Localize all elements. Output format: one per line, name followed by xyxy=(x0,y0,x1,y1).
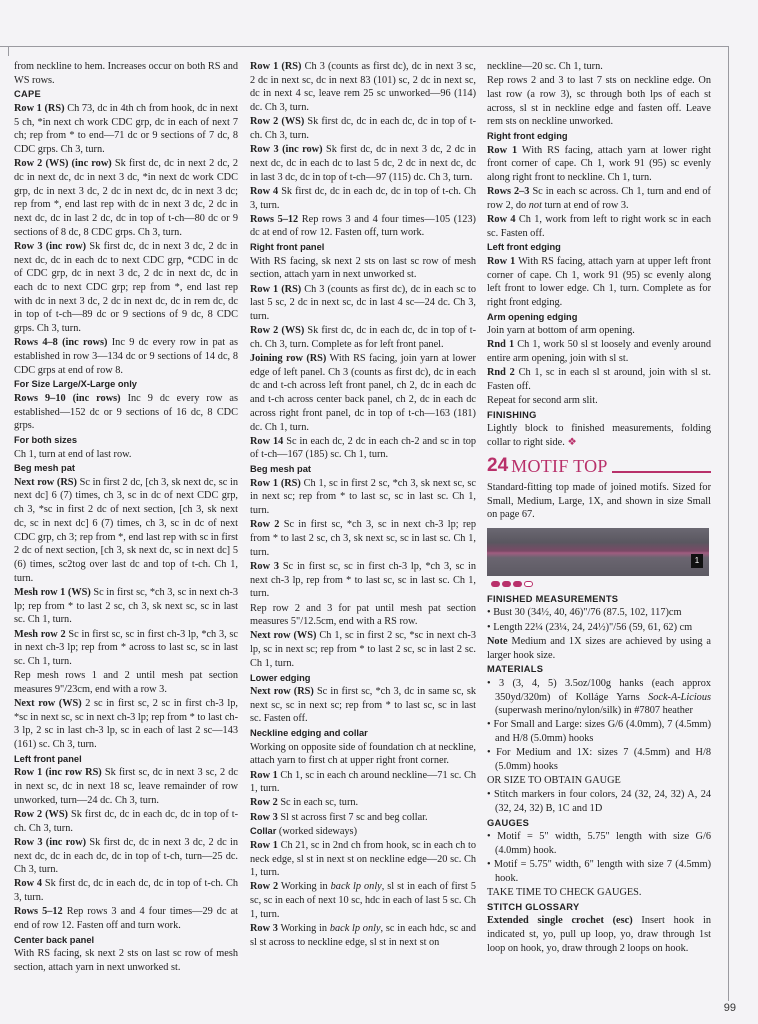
paragraph xyxy=(250,255,476,282)
paragraph xyxy=(14,476,238,586)
text-run: With RS facing, join yarn at lower edge of left panel. Ch 3 (counts as first dc), dc in each dc and t-ch across left front panel, ch 2, dc in each dc and t-ch across center back panel, ch 2, dc in each dc across right front panel, dc in top of t-ch—163 (181) dc. Ch 1, turn. xyxy=(250,353,476,433)
paragraph xyxy=(250,518,476,559)
text-run: Rep mesh rows 1 and 2 until mesh pat section measures 9"/23cm, end with a row 3. xyxy=(14,670,238,695)
section-heading xyxy=(487,593,711,607)
italic-text: Sock-A-Licious xyxy=(648,691,711,703)
text-run: Sc in first sc, sc in first ch-3 lp, *ch 3, sc in next ch-3 lp, rep from * to last sc, sc in last sc. Ch 1, turn. xyxy=(250,560,476,600)
paragraph xyxy=(487,255,711,310)
text-run: neckline—20 sc. Ch 1, turn. xyxy=(487,61,603,72)
row-label: Row 3 (inc row) xyxy=(14,240,87,252)
section-heading xyxy=(14,753,238,767)
text-run: from neckline to hem. Increases occur on both RS and WS rows. xyxy=(14,61,238,86)
bullet-item xyxy=(487,788,711,815)
text-run: Sk first dc, dc in each dc, dc in top of t-ch. Ch 3, turn. Complete as for left front panel. xyxy=(250,325,476,350)
section-heading xyxy=(250,727,476,741)
paragraph xyxy=(250,629,476,670)
bullet-icon: • xyxy=(487,859,494,871)
section-heading xyxy=(250,672,476,686)
crop-mark xyxy=(8,46,9,56)
text-run: OR SIZE TO OBTAIN GAUGE xyxy=(487,775,621,787)
paragraph xyxy=(250,741,476,768)
text-run: Medium and 1X sizes are achieved by using a larger hook size. xyxy=(487,635,711,661)
paragraph xyxy=(250,324,476,351)
text-run: Sc in first sc, sc in first ch-3 lp, *ch 3, sc in next ch-3 lp; rep from * across to last sc, sc in last sc. Ch 1, turn. xyxy=(14,628,238,667)
row-label: Row 1 xyxy=(250,769,278,781)
paragraph xyxy=(14,157,238,239)
text-run: With RS facing, sk next 2 sts on last sc row of mesh section, attach yarn in next unworked st. xyxy=(14,948,238,973)
row-label: Rows 5–12 xyxy=(14,906,63,918)
section-heading xyxy=(487,130,711,144)
text-run: Ch 1, sc in each ch around neckline—71 sc. Ch 1, turn. xyxy=(250,769,476,795)
text-run: Ch 3 (counts as first dc), dc in each sc to last 5 sc, 2 dc in next sc, dc in last 4 sc—24 dc. Ch 3, turn. xyxy=(250,283,476,322)
text-run: With RS facing, attach yarn at lower right front corner of cape. Ch 1, work 91 (95) sc evenly along right front to neckline. Ch 1, turn. xyxy=(487,144,711,183)
paragraph xyxy=(487,635,711,662)
row-label: Rows 9–10 (inc rows) xyxy=(14,392,121,404)
paragraph xyxy=(14,697,238,752)
bullet-item xyxy=(487,677,711,718)
bullet-item xyxy=(487,718,711,745)
paragraph xyxy=(487,422,711,449)
column-2 xyxy=(250,60,476,980)
paragraph xyxy=(250,115,476,142)
text-run: Sc in first sc, *ch 3, sc in next ch-3 lp; rep from * to last 2 sc, ch 3, sk next sc, sc in last sc. Ch 1, turn. xyxy=(14,586,238,626)
text-run: Sc in first sc, *ch 3, dc in same sc, sk next sc, sc in next sc; rep from * to last sc, sc in last sc. Fasten off. xyxy=(250,686,476,725)
text-run: Rep rows 3 and 4 four times—29 dc at end of row 12. Fasten off and turn work. xyxy=(14,906,238,932)
text-run: With RS facing, sk next 2 sts on last sc row of mesh section, attach yarn in next unworked st. xyxy=(250,255,476,281)
heading-text: Right front panel xyxy=(250,242,325,253)
paragraph xyxy=(14,766,238,807)
paragraph xyxy=(14,448,238,462)
text-run: Ch 1, sc in each sl st around, join with sl st. Fasten off. xyxy=(487,367,711,393)
text-run: Length 22¼ (23¼, 24, 24½)"/56 (59, 61, 62) cm xyxy=(493,621,693,633)
row-label: Row 2 xyxy=(250,519,280,531)
bullet-item xyxy=(487,746,711,773)
paragraph xyxy=(250,283,476,324)
bullet-item xyxy=(487,858,711,885)
section-heading xyxy=(487,241,711,255)
section-heading xyxy=(487,409,711,423)
section-heading xyxy=(14,434,238,448)
section-heading xyxy=(14,462,238,476)
paragraph xyxy=(250,811,476,825)
skill-dot xyxy=(502,581,511,587)
text-run: Ch 21, sc in 2nd ch from hook, sc in each ch to neck edge, sl st in next st on neckline edge—20 sc. Ch 1, turn. xyxy=(250,839,476,879)
heading-text: FINISHING xyxy=(487,409,537,420)
paragraph xyxy=(487,886,711,900)
text-run: Motif = 5" width, 5.75" length with size G/6 (4.0mm) hook. xyxy=(495,831,711,857)
section-heading xyxy=(487,901,711,915)
row-label: Extended single crochet (esc) xyxy=(487,915,633,927)
row-label: Rows 4–8 (inc rows) xyxy=(14,337,108,349)
heading-text: Neckline edging and collar xyxy=(250,728,368,739)
text-run: Rep rows 3 and 4 four times—105 (123) dc at end of row 12. Fasten off, turn work. xyxy=(250,213,476,239)
heading-text: MATERIALS xyxy=(487,664,544,675)
skill-dot xyxy=(513,581,522,587)
text-run: Sc in first 2 dc, [ch 3, sk next dc, sc in next dc] 6 (7) times, ch 3, sc in dc of next CDC grp, ch 3, *sc in first 2 dc of next section, [ch 3, sk next dc, sc in next dc] 6 (7) times, ch 3, sc in dc of next CDC grp, ch 3; rep from *, end last rep with sc in first 2 dc of next section, [ch 3, sk next dc, sc in next dc] 5 (6) times, sc2tog over last dc and top of t-ch. Ch 1, turn. xyxy=(14,476,238,584)
text-run: Working on opposite side of foundation ch at neckline, attach yarn to first ch at upper right front corner. xyxy=(250,741,476,767)
paragraph xyxy=(14,60,238,87)
text-run: Ch 73, dc in 4th ch from hook, dc in next 5 ch, *in next ch work CDC grp, dc in each of next 7 ch; rep from * to end—71 dc or 9 sections of 7 dc, 8 CDC grps. Ch 3, turn. xyxy=(14,102,238,156)
row-label: Next row (RS) xyxy=(250,686,314,698)
heading-text: STITCH GLOSSARY xyxy=(487,901,580,912)
paragraph xyxy=(250,60,476,115)
text-run: Sk first sc, dc in next 3 sc, 2 dc in next sc, dc in next 18 sc, leave remainder of row unworked, turn—24 dc. Ch 3, turn. xyxy=(14,767,238,806)
heading-text: CAPE xyxy=(14,89,42,100)
text-run: turn at end of row 3. xyxy=(541,199,629,211)
text-run: Sk first dc, dc in next 3 dc, 2 dc in next dc, dc in each dc, dc in top of t-ch, turn—25 dc. Ch 3, turn. xyxy=(14,836,238,876)
paragraph xyxy=(14,669,238,696)
text-run: Rep rows 2 and 3 to last 7 sts on neckline edge. On last row (a row 3), sc through both lps of each st across, sl st in neckline edge and fasten off. Leave rem sts on neckline unworked. xyxy=(487,75,711,128)
bullet-item xyxy=(487,830,711,857)
row-label: Row 1 (RS) xyxy=(250,283,302,295)
italic-text: back lp only xyxy=(329,923,381,935)
text-run: Insert hook in indicated st, yo, pull up loop, yo, draw through 1st loop on hook, yo, draw through 2 loops on hook. xyxy=(487,915,711,954)
heading-text: Collar xyxy=(250,826,277,837)
text-run: For Small and Large: sizes G/6 (4.0mm), 7 (4.5mm) and H/8 (5.0mm) hooks xyxy=(493,719,711,745)
paragraph xyxy=(14,240,238,336)
end-diamond-icon: ❖ xyxy=(564,437,577,449)
row-label: Row 3 xyxy=(250,923,278,935)
paragraph xyxy=(250,435,476,462)
text-run: With RS facing, attach yarn at upper left front corner of cape. Ch 1, work 91 (95) sc evenly along left front to lower edge. Ch 1, turn. Complete as for right front edging. xyxy=(487,255,711,309)
paragraph xyxy=(250,922,476,949)
paragraph xyxy=(250,143,476,184)
heading-text: Lower edging xyxy=(250,672,311,683)
heading-text: Left front edging xyxy=(487,242,561,253)
text-run: Ch 1, work from left to right work sc in each sc. Fasten off. xyxy=(487,214,711,239)
text-run: Sk first dc, dc in each dc, dc in top of t-ch. Ch 3, turn. xyxy=(14,878,238,904)
row-label: Row 3 xyxy=(250,811,278,823)
bullet-icon: • xyxy=(487,719,494,731)
section-heading xyxy=(487,817,711,831)
bullet-icon: • xyxy=(487,747,497,759)
text-run: Ch 3 (counts as first dc), dc in next 3 sc, 2 dc in next sc, dc in next 83 (101) sc, 2 dc in next sc, dc in next 4 sc, leave rem 25 sc unworked—96 (114) dc. Ch 3, turn. xyxy=(250,61,476,114)
heading-text: Beg mesh pat xyxy=(14,463,75,474)
text-run: 3 (3, 4, 5) 3.5oz/100g hanks (each approx 350yd/320m) of Kolláge Yarns xyxy=(495,677,711,703)
paragraph xyxy=(14,628,238,669)
text-run: , sl st in each of first 5 sc, sc in each of next 10 sc, hdc in each of last 5 sc. Ch 1, turn. xyxy=(250,881,476,920)
row-label: Row 4 xyxy=(250,185,279,197)
section-heading xyxy=(14,378,238,392)
row-label: Next row (RS) xyxy=(14,476,77,488)
heading-text: GAUGES xyxy=(487,817,530,828)
bullet-item xyxy=(487,621,711,635)
italic-text: back lp only xyxy=(330,881,382,893)
row-label: Row 1 xyxy=(487,144,518,156)
heading-text: Arm opening edging xyxy=(487,311,578,322)
pattern-photo xyxy=(487,528,709,576)
title-rule xyxy=(612,471,711,473)
paragraph xyxy=(250,769,476,796)
paragraph xyxy=(250,796,476,810)
row-label: Mesh row 1 (WS) xyxy=(14,586,91,598)
row-label: Row 1 (inc row RS) xyxy=(14,767,102,779)
text-run: Stitch markers in four colors, 24 (32, 24, 32) A, 24 (32, 24, 32) B, 1C and 1D xyxy=(494,789,711,815)
text-run: Sc in each dc, 2 dc in each ch-2 and sc in top of t-ch—167 (185) sc. Ch 1, turn. xyxy=(250,435,476,461)
row-label: Row 2 (WS) xyxy=(250,116,305,128)
row-label: Next row (WS) xyxy=(250,630,317,642)
heading-text: Right front edging xyxy=(487,131,568,142)
text-run: Sc in first sc, *ch 3, sc in next ch-3 lp; rep from * to last 2 sc, ch 3, sk next sc, sc in last sc. Ch 1, turn. xyxy=(250,519,476,558)
text-run: Sc in each sc, turn. xyxy=(277,797,359,809)
heading-text: Center back panel xyxy=(14,934,95,945)
paragraph xyxy=(250,477,476,518)
text-run: Ch 1, sc in first 2 sc, *sc in next ch-3 lp, sc in next sc; rep from * to last 2 sc, sc in last 2 sc. Ch 1, turn. xyxy=(250,630,476,669)
row-label: Row 4 xyxy=(14,878,43,890)
row-label: Row 14 xyxy=(250,435,284,447)
paragraph xyxy=(250,185,476,212)
paragraph xyxy=(250,685,476,726)
bullet-icon: • xyxy=(487,831,498,843)
row-label: Row 2 (WS) (inc row) xyxy=(14,158,112,170)
text-run: Ch 1, turn at end of last row. xyxy=(14,448,132,460)
text-run: (superwash merino/nylon/silk) in #7807 heather xyxy=(495,705,693,717)
text-run: Rep row 2 and 3 for pat until mesh pat section measures 5"/12.5cm, end with a RS row. xyxy=(250,602,476,628)
text-run: Inc 9 dc every row as established—152 dc or 9 sections of 16 dc, 8 CDC grps. xyxy=(14,392,238,432)
text-run: Repeat for second arm slit. xyxy=(487,395,598,407)
heading-text: For both sizes xyxy=(14,435,78,446)
text-run: Lightly block to finished measurements, folding collar to right side. xyxy=(487,423,711,449)
skill-level-indicator xyxy=(491,581,711,587)
row-label: Row 1 (RS) xyxy=(14,102,65,114)
paragraph xyxy=(250,352,476,434)
row-label: Row 3 (inc row) xyxy=(250,144,323,156)
paragraph xyxy=(487,394,711,408)
paragraph xyxy=(487,74,711,129)
section-heading xyxy=(250,825,476,839)
paragraph xyxy=(250,602,476,629)
paragraph xyxy=(487,914,711,955)
heading-text: Beg mesh pat xyxy=(250,464,311,475)
paragraph xyxy=(14,336,238,377)
bullet-icon: • xyxy=(487,677,499,689)
pattern-number: 24 xyxy=(487,454,509,476)
paragraph xyxy=(14,392,238,433)
row-label: Row 2 xyxy=(250,881,279,893)
row-label: Row 3 (inc row) xyxy=(14,836,87,848)
text-run: Sk first dc, dc in each dc, dc in top of t-ch. Ch 3, turn. xyxy=(14,808,238,834)
text-run: Bust 30 (34½, 40, 46)"/76 (87.5, 102, 117)cm xyxy=(493,607,682,619)
bullet-icon: • xyxy=(487,789,495,801)
skill-dot xyxy=(491,581,500,587)
paragraph xyxy=(14,877,238,904)
row-label: Note xyxy=(487,635,508,647)
section-heading xyxy=(487,663,711,677)
paragraph xyxy=(14,947,238,974)
bullet-item xyxy=(487,606,711,620)
text-run: Working in xyxy=(277,923,330,935)
text-run: Sk first dc, dc in each dc, dc in top of t-ch. Ch 3, turn. xyxy=(250,116,476,142)
pattern-intro: Standard-fitting top made of joined motifs. Sized for Small, Medium, Large, 1X, and shown in size Small on page 67. xyxy=(487,481,711,521)
paragraph xyxy=(487,774,711,788)
text-run: Sl st across first 7 sc and beg collar. xyxy=(277,811,428,823)
row-label: Next row (WS) xyxy=(14,698,82,710)
heading-note: (worked sideways) xyxy=(276,826,357,838)
text-run: , sc in each hdc, sc and sl st across to neckline edge, sl st in next st on xyxy=(250,923,476,948)
section-heading xyxy=(14,934,238,948)
text-run: Join yarn at bottom of arm opening. xyxy=(487,325,635,337)
row-label: Joining row (RS) xyxy=(250,353,327,365)
row-label: Mesh row 2 xyxy=(14,628,66,640)
column-1 xyxy=(14,60,238,980)
paragraph xyxy=(250,839,476,880)
paragraph xyxy=(487,324,711,338)
text-run: Inc 9 dc every row in pat as established in row 3—134 dc or 9 sections of 14 dc, 8 CDC grps at end of row 8. xyxy=(14,337,238,376)
italic-text: not xyxy=(528,199,542,211)
text-run: Sc in each sc across. Ch 1, turn and end of row 2, do xyxy=(487,186,711,211)
row-label: Rnd 2 xyxy=(487,367,515,379)
text-run: Sk first dc, dc in next 3 dc, 2 dc in next dc, dc in each dc to last 5 dc, 2 dc in next dc, dc in last 3 dc, dc in top of t-ch—97 (115) dc. Ch 3, turn. xyxy=(250,144,476,183)
text-run: Ch 1, sc in first 2 sc, *ch 3, sk next sc, sc in next sc; rep from * to last sc, sc in last sc. Ch 1, turn. xyxy=(250,477,476,517)
text-run: Sk first dc, dc in next 3 dc, 2 dc in next dc, dc in each dc to next CDC grp, *CDC in dc of CDC grp, dc in next 3 dc, 2 dc in next dc, dc in each dc to next CDC grp; rep from *, end last rep with dc in next 3 dc, 2 dc in next dc, dc in rem dc, dc in top of t-ch—89 dc or 9 sections of 9 dc, 8 CDC grps. Ch 3, turn. xyxy=(14,240,238,335)
text-run: Motif = 5.75" width, 6" length with size 7 (4.5mm) hook. xyxy=(493,859,711,884)
section-heading xyxy=(250,241,476,255)
paragraph xyxy=(14,836,238,877)
text-run: Working in xyxy=(278,881,331,893)
row-label: Row 1 xyxy=(487,255,516,267)
pattern-title xyxy=(487,456,711,476)
paragraph xyxy=(487,338,711,365)
row-label: Row 2 (WS) xyxy=(250,325,305,337)
bullet-icon: • xyxy=(487,607,494,619)
row-label: Row 2 xyxy=(250,797,278,809)
photo-number-badge: 1 xyxy=(691,554,703,568)
paragraph xyxy=(487,60,711,74)
paragraph xyxy=(250,213,476,240)
paragraph xyxy=(14,905,238,932)
heading-text: Left front panel xyxy=(14,753,82,764)
paragraph xyxy=(487,144,711,185)
text-run: For Medium and 1X: sizes 7 (4.5mm) and H/8 (5.0mm) hooks xyxy=(495,747,711,773)
row-label: Row 1 (RS) xyxy=(250,477,301,489)
skill-dot-empty xyxy=(524,581,533,587)
bullet-icon: • xyxy=(487,621,494,633)
page-number: 99 xyxy=(723,1002,736,1014)
column-3-cape-finish xyxy=(487,60,711,450)
paragraph xyxy=(250,560,476,601)
row-label: Rnd 1 xyxy=(487,339,515,351)
paragraph xyxy=(14,808,238,835)
text-run: Sk first dc, dc in each dc, dc in top of t-ch. Ch 3, turn. xyxy=(250,185,476,211)
row-label: Row 2 (WS) xyxy=(14,808,68,820)
paragraph xyxy=(487,185,711,212)
paragraph xyxy=(487,213,711,240)
row-label: Row 1 (RS) xyxy=(250,61,302,72)
heading-text: For Size Large/X-Large only xyxy=(14,379,137,390)
text-run: 2 sc in first sc, 2 sc in first ch-3 lp, *sc in next sc, sc in next ch-3 lp; rep from * to last ch-3 lp, 2 sc in last ch-3 lp, sc in each of last 2 sc—143 (161) sc. Ch 3, turn. xyxy=(14,698,238,751)
row-label: Row 3 xyxy=(250,560,279,572)
row-label: Row 4 xyxy=(487,214,516,226)
section-heading xyxy=(14,88,238,102)
paragraph xyxy=(14,102,238,157)
column-3 xyxy=(487,60,711,980)
paragraph xyxy=(14,586,238,627)
section-heading xyxy=(250,463,476,477)
paragraph xyxy=(250,880,476,921)
heading-text: FINISHED MEASUREMENTS xyxy=(487,593,619,604)
column-3-motif-specs xyxy=(487,593,711,955)
row-label: Rows 5–12 xyxy=(250,213,299,225)
section-heading xyxy=(487,311,711,325)
text-run: Ch 1, work 50 sl st loosely and evenly around entire arm opening, join with sl st. xyxy=(487,339,711,365)
text-run: Sk first dc, dc in next 2 dc, 2 dc in next dc, dc in next 3 dc, *in next dc work CDC grp, dc in next 3 dc, 2 dc in next dc, dc in next 3 dc; rep from *, end last rep with dc in next 3 dc, 2 dc in next dc, dc in last 2 dc, dc in top of t-ch—80 dc or 9 sections of 8 dc, 8 CDC grps. Ch 3, turn. xyxy=(14,158,238,238)
row-label: Row 1 xyxy=(250,839,278,851)
row-label: Rows 2–3 xyxy=(487,186,530,198)
text-run: TAKE TIME TO CHECK GAUGES. xyxy=(487,887,642,899)
paragraph xyxy=(487,366,711,393)
pattern-name: MOTIF TOP xyxy=(511,455,608,476)
